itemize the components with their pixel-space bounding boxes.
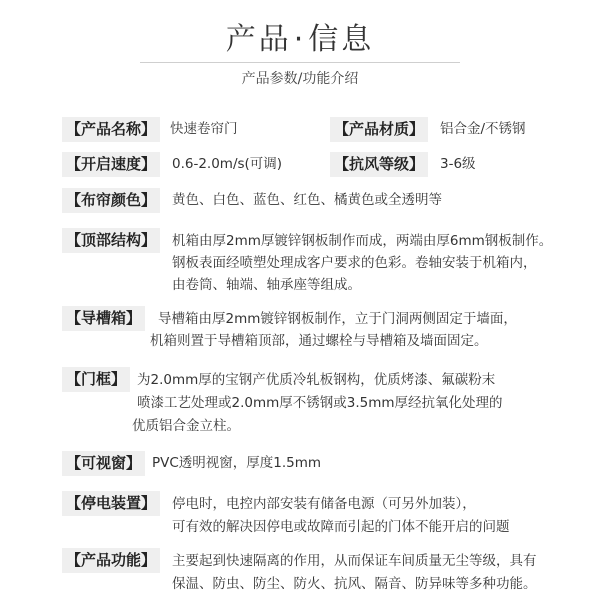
door-frame-line-3: 优质铝合金立柱。 [132,418,240,434]
label-open-speed: 【开启速度】 [62,152,160,177]
label-product-function: 【产品功能】 [62,548,160,573]
guide-box-line-2: 机箱则置于导槽箱顶部，通过螺栓与导槽箱及墙面固定。 [150,333,488,349]
page-title [0,14,600,58]
value-material: 铝合金/不锈钢 [440,121,526,137]
label-curtain-color: 【布帘颜色】 [62,188,160,213]
label-wind-grade: 【抗风等级】 [330,152,428,177]
guide-box-line-1: 导槽箱由厚2mm镀锌钢板制作，立于门洞两侧固定于墙面， [158,311,517,327]
value-wind-grade: 3-6级 [440,156,476,172]
door-frame-line-2: 喷漆工艺处理或2.0mm厚不锈钢或3.5mm厚经抗氧化处理的 [137,395,503,411]
label-product-name: 【产品名称】 [62,117,160,142]
label-door-frame: 【门框】 [62,367,130,392]
value-product-name: 快速卷帘门 [170,121,238,137]
value-open-speed: 0.6-2.0m/s(可调) [172,156,283,172]
power-device-line-2: 可有效的解决因停电或故障而引起的门体不能开启的问题 [172,519,510,535]
power-device-line-1: 停电时，电控内部安装有储备电源（可另外加装）， [172,496,476,512]
label-top-structure: 【顶部结构】 [62,228,160,253]
label-material: 【产品材质】 [330,117,428,142]
door-frame-line-1: 为2.0mm厚的宝钢产优质冷轧板钢构，优质烤漆、氟碳粉末 [137,372,496,388]
title-part-2: 信息 [308,22,375,57]
top-structure-line-1: 机箱由厚2mm厚镀锌钢板制作而成，两端由厚6mm钢板制作。 [172,233,553,249]
label-guide-box: 【导槽箱】 [62,306,145,331]
value-curtain-color: 黄色、白色、蓝色、红色、橘黄色或全透明等 [172,192,442,208]
top-structure-line-3: 由卷筒、轴端、轴承座等组成。 [172,277,361,293]
title-divider [140,62,460,63]
product-function-line-1: 主要起到快速隔离的作用，从而保证车间质量无尘等级，具有 [172,553,537,569]
top-structure-line-2: 钢板表面经喷塑处理成客户要求的色彩。卷轴安装于机箱内， [172,255,537,271]
product-function-line-2: 保温、防虫、防尘、防火、抗风、隔音、防异味等多种功能。 [172,576,537,592]
label-view-window: 【可视窗】 [62,451,145,476]
title-part-1: 产品 [225,22,292,57]
title-dot: · [293,22,307,57]
page-subtitle: 产品参数/功能介绍 [241,71,359,87]
label-power-device: 【停电装置】 [62,491,160,516]
value-view-window: PVC透明视窗，厚度1.5mm [152,455,322,471]
